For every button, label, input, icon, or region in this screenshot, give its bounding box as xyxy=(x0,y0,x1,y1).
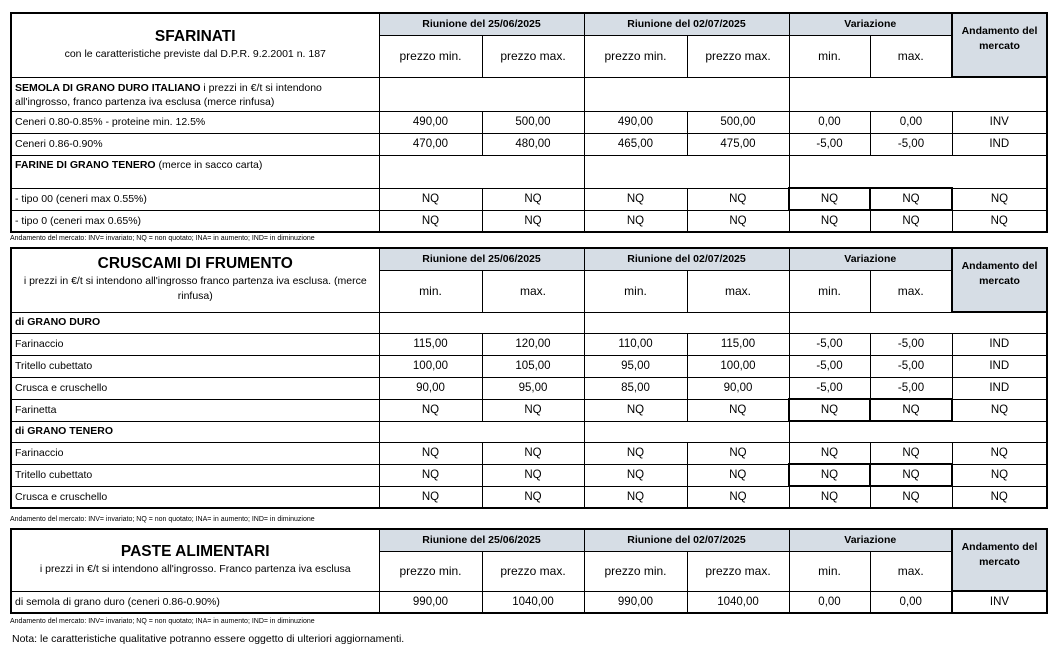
sfarinati-header-min-1: prezzo min. xyxy=(379,35,482,77)
empty-cell xyxy=(584,77,789,111)
price-max-1: NQ xyxy=(482,210,584,232)
paste-header-var-max: max. xyxy=(870,551,952,591)
var-min: -5,00 xyxy=(789,355,870,377)
var-min: -5,00 xyxy=(789,133,870,155)
paste-header-riunione-2: Riunione del 02/07/2025 xyxy=(584,529,789,551)
trend: INV xyxy=(952,111,1047,133)
sfarinati-header-andamento: Andamento del mercato xyxy=(952,13,1047,77)
sfarinati-header-variazione: Variazione xyxy=(789,13,952,35)
var-max: NQ xyxy=(870,442,952,464)
price-min-2: NQ xyxy=(584,210,687,232)
table-row xyxy=(11,591,1047,613)
trend: NQ xyxy=(952,464,1047,486)
empty-cell xyxy=(789,312,1047,333)
sfarinati-subtitle: con le caratteristiche previste dal D.P.R. 9.2.2001 n. 187 xyxy=(64,47,326,60)
price-max-2: NQ xyxy=(687,486,789,508)
paste-header-min-2: prezzo min. xyxy=(584,551,687,591)
trend: NQ xyxy=(952,188,1047,210)
price-min-2: 95,00 xyxy=(584,355,687,377)
price-min-2: NQ xyxy=(584,442,687,464)
price-min-1: NQ xyxy=(379,442,482,464)
price-max-2: 90,00 xyxy=(687,377,789,399)
table-row xyxy=(11,486,1047,508)
empty-cell xyxy=(584,421,789,442)
trend: NQ xyxy=(952,399,1047,421)
cruscami-header-riunione-1: Riunione del 25/06/2025 xyxy=(379,248,584,270)
var-max: NQ xyxy=(870,486,952,508)
price-max-1: 120,00 xyxy=(482,333,584,355)
row-label: - tipo 00 (ceneri max 0.55%) xyxy=(11,188,379,210)
row-label: di semola di grano duro (ceneri 0.86-0.90%) xyxy=(11,591,379,613)
row-label: Crusca e cruschello xyxy=(11,377,379,399)
cruscami-section-grano-tenero: di GRANO TENERO xyxy=(11,421,379,442)
cruscami-header-var-max: max. xyxy=(870,270,952,312)
price-min-2: NQ xyxy=(584,464,687,486)
table-row xyxy=(11,111,1047,133)
price-min-2: 990,00 xyxy=(584,591,687,613)
price-max-1: NQ xyxy=(482,464,584,486)
var-max: NQ xyxy=(870,188,952,210)
cruscami-subtitle: i prezzi in €/t si intendono all'ingrosso franco partenza iva esclusa. (merce rinfusa) xyxy=(23,275,367,303)
sfarinati-section-farine-desc: (merce in sacco carta) xyxy=(155,158,263,171)
sfarinati-header-var-max: max. xyxy=(870,35,952,77)
price-max-1: 95,00 xyxy=(482,377,584,399)
cruscami-header-riunione-2: Riunione del 02/07/2025 xyxy=(584,248,789,270)
cruscami-header-var-min: min. xyxy=(789,270,870,312)
price-max-2: 100,00 xyxy=(687,355,789,377)
var-max: NQ xyxy=(870,464,952,486)
var-min: NQ xyxy=(789,399,870,421)
empty-cell xyxy=(789,77,1047,111)
sfarinati-header-riunione-2: Riunione del 02/07/2025 xyxy=(584,13,789,35)
price-max-1: 500,00 xyxy=(482,111,584,133)
price-max-2: 1040,00 xyxy=(687,591,789,613)
price-min-2: 490,00 xyxy=(584,111,687,133)
empty-cell xyxy=(379,312,584,333)
price-max-1: NQ xyxy=(482,486,584,508)
cruscami-header-min-2: min. xyxy=(584,270,687,312)
var-max: NQ xyxy=(870,210,952,232)
table-row xyxy=(11,188,1047,210)
price-min-2: 110,00 xyxy=(584,333,687,355)
row-label: Farinaccio xyxy=(11,442,379,464)
price-min-1: NQ xyxy=(379,210,482,232)
price-max-1: NQ xyxy=(482,188,584,210)
sfarinati-section-farine xyxy=(11,155,379,188)
empty-cell xyxy=(584,155,789,188)
trend: NQ xyxy=(952,486,1047,508)
trend: IND xyxy=(952,377,1047,399)
legend-note: Andamento del mercato: INV= invariato; NQ = non quotato; INA= in aumento; IND= in diminuzione xyxy=(10,235,315,242)
sfarinati-section-semola-bold: SEMOLA DI GRANO DURO ITALIANO xyxy=(15,81,201,94)
cruscami-title: CRUSCAMI DI FRUMENTO xyxy=(97,255,293,273)
table-row xyxy=(11,442,1047,464)
empty-cell xyxy=(789,421,1047,442)
cruscami-header-max-2: max. xyxy=(687,270,789,312)
empty-cell xyxy=(379,421,584,442)
table-row xyxy=(11,355,1047,377)
price-max-2: NQ xyxy=(687,399,789,421)
var-min: NQ xyxy=(789,464,870,486)
trend: IND xyxy=(952,355,1047,377)
sfarinati-header-min-2: prezzo min. xyxy=(584,35,687,77)
sfarinati-title-cell xyxy=(11,13,379,77)
sfarinati-section-semola-desc: i prezzi in €/t si intendono all'ingrosso, franco partenza iva esclusa (merce rinfusa) xyxy=(15,81,322,108)
price-min-1: NQ xyxy=(379,399,482,421)
table-row xyxy=(11,333,1047,355)
trend: INV xyxy=(952,591,1047,613)
row-label: Farinaccio xyxy=(11,333,379,355)
trend: IND xyxy=(952,133,1047,155)
price-min-1: 490,00 xyxy=(379,111,482,133)
paste-subtitle: i prezzi in €/t si intendono all'ingrosso. Franco partenza iva esclusa xyxy=(39,562,351,575)
price-max-1: 1040,00 xyxy=(482,591,584,613)
table-row xyxy=(11,377,1047,399)
cruscami-header-variazione: Variazione xyxy=(789,248,952,270)
price-min-1: NQ xyxy=(379,464,482,486)
var-min: NQ xyxy=(789,188,870,210)
sfarinati-header-max-1: prezzo max. xyxy=(482,35,584,77)
empty-cell xyxy=(584,312,789,333)
sfarinati-section-farine-bold: FARINE DI GRANO TENERO xyxy=(15,158,156,171)
table-row xyxy=(11,464,1047,486)
paste-header-max-1: prezzo max. xyxy=(482,551,584,591)
empty-cell xyxy=(379,155,584,188)
price-min-1: 100,00 xyxy=(379,355,482,377)
sfarinati-table xyxy=(10,12,1048,233)
row-label: Farinetta xyxy=(11,399,379,421)
paste-header-riunione-1: Riunione del 25/06/2025 xyxy=(379,529,584,551)
trend: IND xyxy=(952,333,1047,355)
sfarinati-header-riunione-1: Riunione del 25/06/2025 xyxy=(379,13,584,35)
price-min-1: 115,00 xyxy=(379,333,482,355)
paste-header-andamento: Andamento del mercato xyxy=(952,529,1047,591)
price-min-2: 465,00 xyxy=(584,133,687,155)
cruscami-table xyxy=(10,247,1048,509)
sfarinati-header-max-2: prezzo max. xyxy=(687,35,789,77)
var-min: -5,00 xyxy=(789,377,870,399)
row-label: Tritello cubettato xyxy=(11,355,379,377)
trend: NQ xyxy=(952,442,1047,464)
var-min: NQ xyxy=(789,442,870,464)
price-max-2: 500,00 xyxy=(687,111,789,133)
price-max-2: NQ xyxy=(687,464,789,486)
price-max-2: 115,00 xyxy=(687,333,789,355)
trend: NQ xyxy=(952,210,1047,232)
paste-table xyxy=(10,528,1048,614)
row-label: - tipo 0 (ceneri max 0.65%) xyxy=(11,210,379,232)
sfarinati-title: SFARINATI xyxy=(154,27,236,45)
table-row xyxy=(11,399,1047,421)
final-note: Nota: le caratteristiche qualitative potranno essere oggetto di ulteriori aggiornamenti. xyxy=(12,633,405,645)
empty-cell xyxy=(379,77,584,111)
price-min-2: 85,00 xyxy=(584,377,687,399)
cruscami-header-andamento: Andamento del mercato xyxy=(952,248,1047,312)
price-max-1: NQ xyxy=(482,442,584,464)
cruscami-section-grano-duro: di GRANO DURO xyxy=(11,312,379,333)
price-max-1: 480,00 xyxy=(482,133,584,155)
var-min: 0,00 xyxy=(789,111,870,133)
price-max-2: NQ xyxy=(687,442,789,464)
row-label: Ceneri 0.80-0.85% - proteine min. 12.5% xyxy=(11,111,379,133)
var-max: NQ xyxy=(870,399,952,421)
var-max: -5,00 xyxy=(870,133,952,155)
var-max: -5,00 xyxy=(870,377,952,399)
var-min: -5,00 xyxy=(789,333,870,355)
cruscami-header-min-1: min. xyxy=(379,270,482,312)
price-max-1: NQ xyxy=(482,399,584,421)
empty-cell xyxy=(789,155,1047,188)
var-max: -5,00 xyxy=(870,355,952,377)
price-min-1: NQ xyxy=(379,486,482,508)
table-row xyxy=(11,133,1047,155)
price-min-1: 470,00 xyxy=(379,133,482,155)
table-row xyxy=(11,210,1047,232)
paste-title: PASTE ALIMENTARI xyxy=(120,542,270,560)
cruscami-header-max-1: max. xyxy=(482,270,584,312)
row-label: Ceneri 0.86-0.90% xyxy=(11,133,379,155)
paste-header-max-2: prezzo max. xyxy=(687,551,789,591)
var-max: -5,00 xyxy=(870,333,952,355)
paste-header-variazione: Variazione xyxy=(789,529,952,551)
row-label: Tritello cubettato xyxy=(11,464,379,486)
price-max-2: NQ xyxy=(687,210,789,232)
cruscami-title-cell xyxy=(11,248,379,312)
price-min-1: 90,00 xyxy=(379,377,482,399)
row-label: Crusca e cruschello xyxy=(11,486,379,508)
sfarinati-section-semola xyxy=(11,77,379,111)
paste-header-min-1: prezzo min. xyxy=(379,551,482,591)
paste-header-var-min: min. xyxy=(789,551,870,591)
var-min: NQ xyxy=(789,210,870,232)
price-min-2: NQ xyxy=(584,188,687,210)
var-max: 0,00 xyxy=(870,591,952,613)
price-min-2: NQ xyxy=(584,399,687,421)
var-min: NQ xyxy=(789,486,870,508)
price-max-2: 475,00 xyxy=(687,133,789,155)
price-min-2: NQ xyxy=(584,486,687,508)
var-min: 0,00 xyxy=(789,591,870,613)
paste-title-cell xyxy=(11,529,379,591)
price-min-1: NQ xyxy=(379,188,482,210)
legend-note: Andamento del mercato: INV= invariato; NQ = non quotato; INA= in aumento; IND= in diminuzione xyxy=(10,516,315,523)
var-max: 0,00 xyxy=(870,111,952,133)
sfarinati-header-var-min: min. xyxy=(789,35,870,77)
price-max-2: NQ xyxy=(687,188,789,210)
price-min-1: 990,00 xyxy=(379,591,482,613)
legend-note: Andamento del mercato: INV= invariato; NQ = non quotato; INA= in aumento; IND= in diminuzione xyxy=(10,618,315,625)
price-max-1: 105,00 xyxy=(482,355,584,377)
